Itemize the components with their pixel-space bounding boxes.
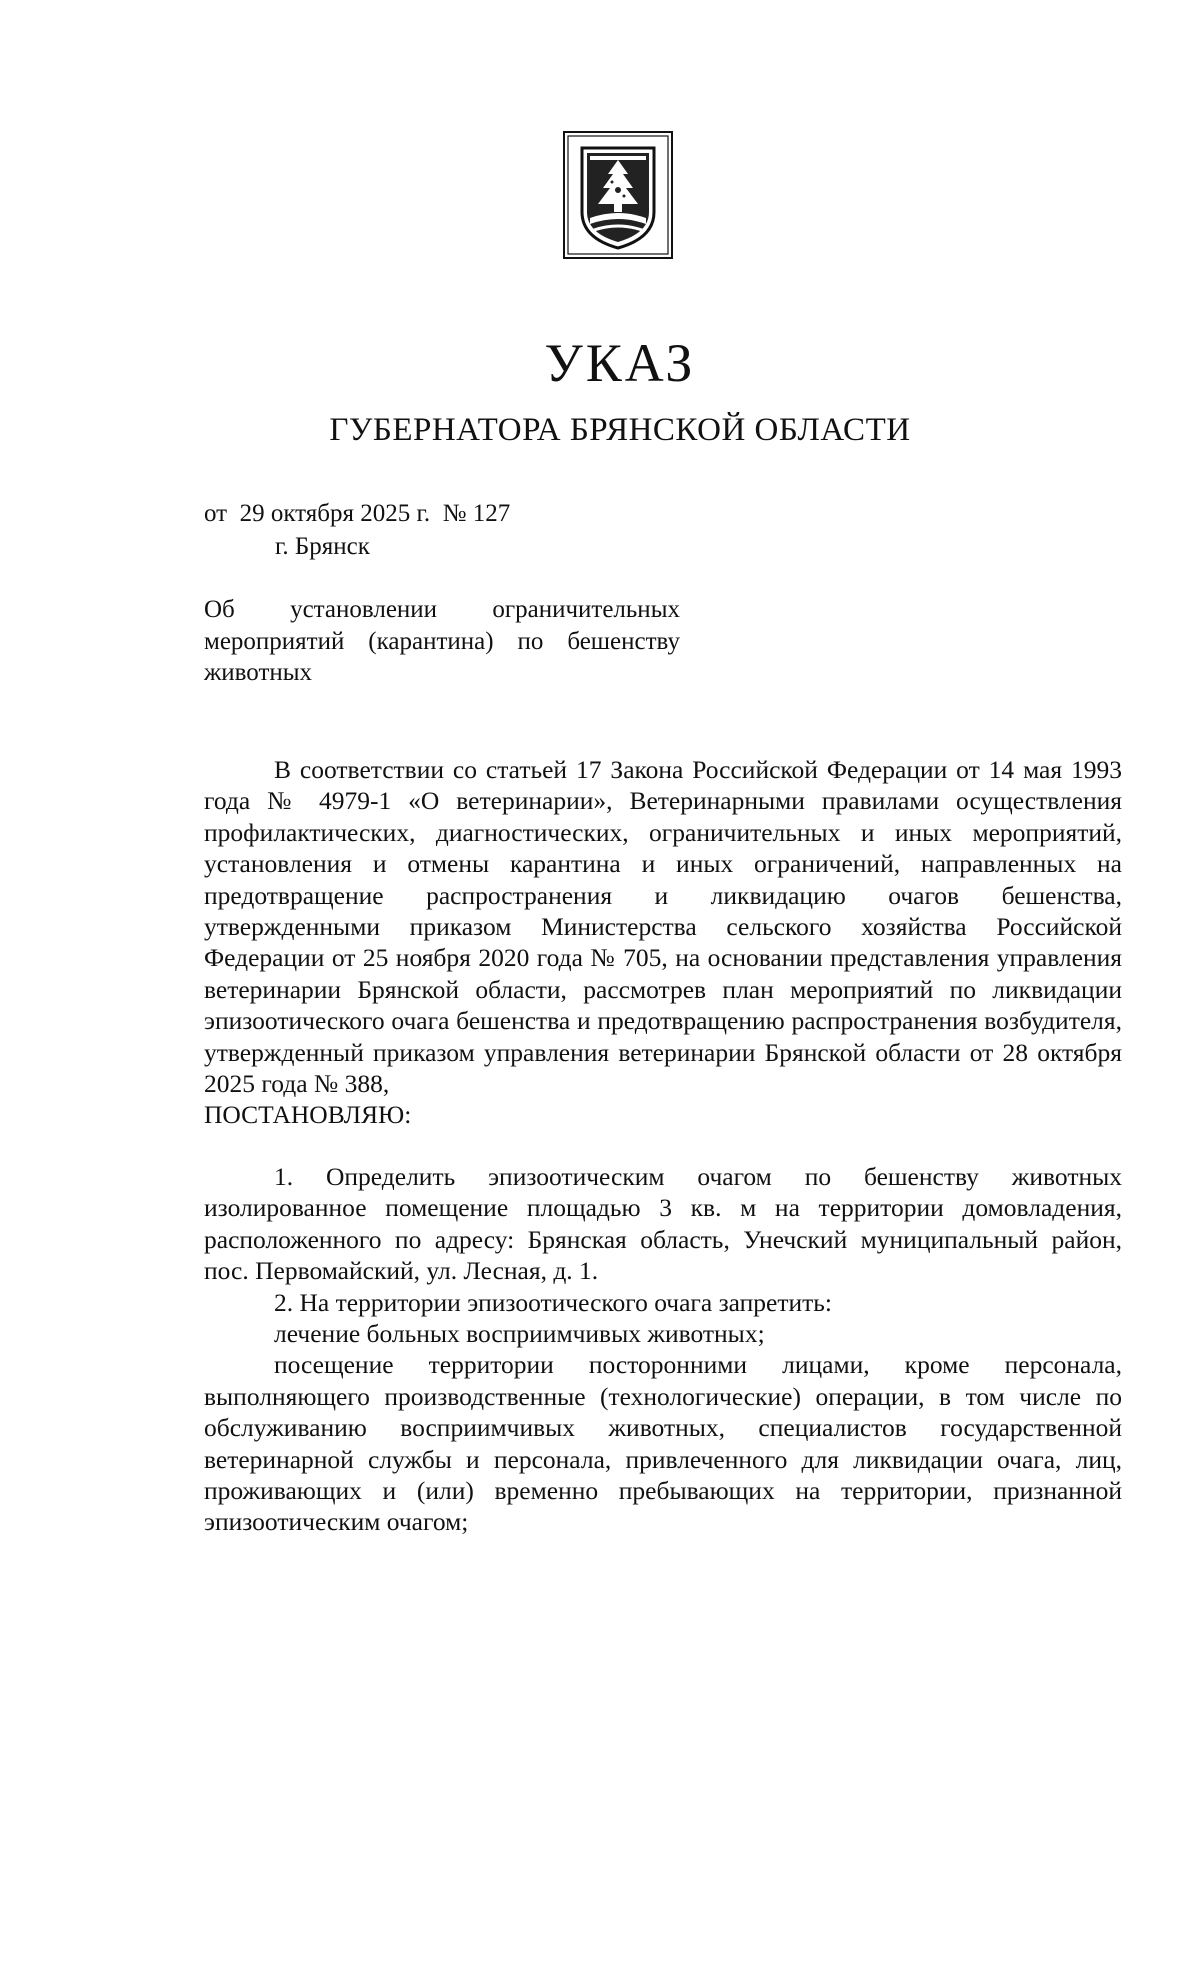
item-2-paragraph: 2. На территории эпизоотического очага запретить: — [274, 1287, 832, 1317]
document-subtitle: ГУБЕРНАТОРА БРЯНСКОЙ ОБЛАСТИ — [329, 412, 911, 448]
decree-word: ПОСТАНОВЛЯЮ: — [204, 1100, 412, 1130]
subject-heading: Об установлении ограничительных мероприятий (карантина) по бешенству животных — [204, 596, 680, 686]
coat-of-arms-icon — [562, 130, 674, 260]
item-2-subitem-treatment: лечение больных восприимчивых животных; — [274, 1318, 765, 1348]
preamble-paragraph: В соответствии со статьей 17 Закона Российской Федерации от 14 мая 1993 года № 4979-1 «О ветеринарии», Ветеринарными правилами осуществления профилактических, диагностических, ограничительных и иных мероприятий, установления и отмены карантина и иных ограничений, направленных на предотвращение распространения и ликвидацию очагов бешенства, утвержденными приказом Министерства сельского хозяйства Российской Федерации от 25 ноября 2020 года № 705, на основании представления управления ветеринарии Брянской области, рассмотрев план мероприятий по ликвидации эпизоотического очага бешенства и предотвращению распространения возбудителя, утвержденный приказом управления ветеринарии Брянской области от 28 октября 2025 года № 388, — [204, 755, 1122, 1099]
city-line: г. Брянск — [275, 533, 370, 560]
item-2-subitem-visits: посещение территории посторонними лицами, кроме персонала, выполняющего производственные (технологические) операции, в том числе по обслуживанию восприимчивых животных, специалистов государственной ветеринарной службы и персонала, привлеченного для ликвидации очага, лиц, проживающих и (или) временно пребывающих на территории, признанной эпизоотическим очагом; — [204, 1350, 1122, 1537]
document-title: УКАЗ — [544, 333, 696, 393]
item-1-paragraph: 1. Определить эпизоотическим очагом по бешенству животных изолированное помещение площадью 3 кв. м на территории домовладения, расположенного по адресу: Брянская область, Унечский муниципальный район, пос. Первомайский, ул. Лесная, д. 1. — [204, 1161, 1122, 1286]
date-number-line: от 29 октября 2025 г. № 127 — [204, 500, 511, 527]
document-body — [204, 754, 1122, 1538]
